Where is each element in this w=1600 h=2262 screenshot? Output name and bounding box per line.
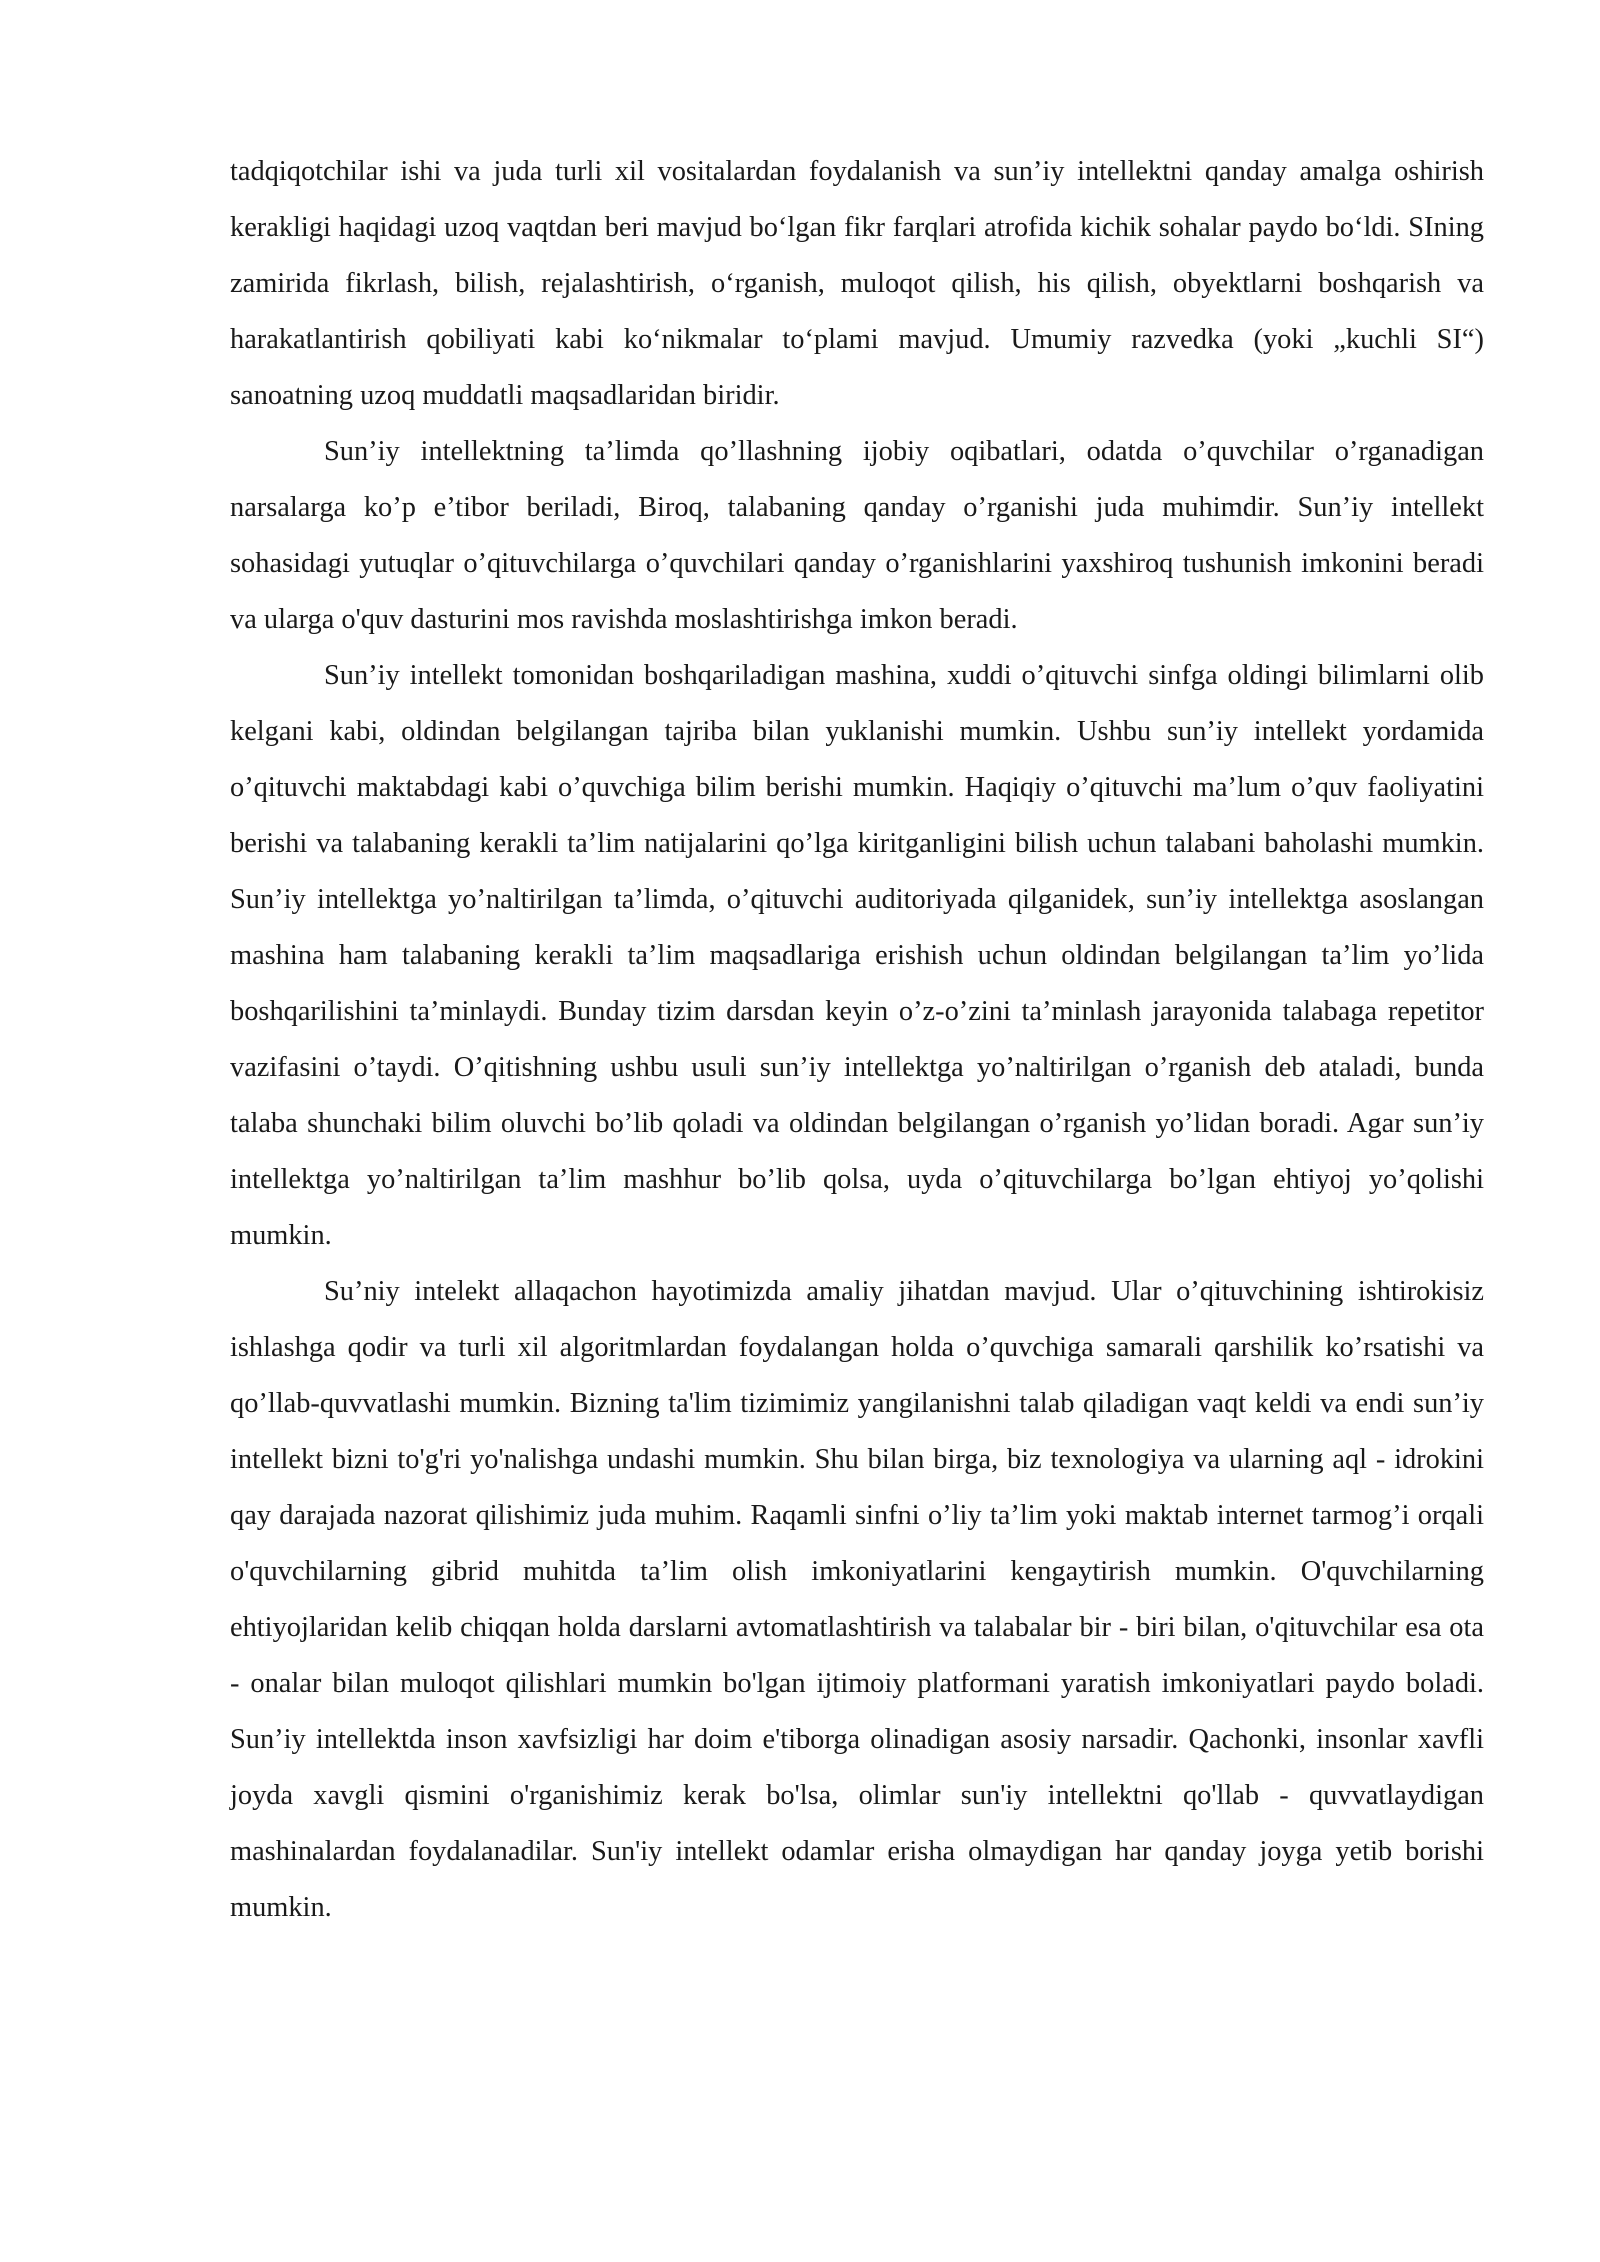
paragraph-continued: tadqiqotchilar ishi va juda turli xil vositalardan foydalanish va sun’iy intellektni qanday amalga oshirish kerakligi haqidagi uzoq vaqtdan beri mavjud bo‘lgan fikr farqlari atrofida kichik sohalar paydo bo‘ldi. SIning zamirida fikrlash, bilish, rejalashtirish, o‘rganish, muloqot qilish, his qilish, obyektlarni boshqarish va harakatlantirish qobiliyati kabi ko‘nikmalar to‘plami mavjud. Umumiy razvedka (yoki „kuchli SI“) sanoatning uzoq muddatli maqsadlaridan biridir.	[230, 156, 1484, 411]
paragraph: Sun’iy intellekt tomonidan boshqariladigan mashina, xuddi o’qituvchi sinfga oldingi bilimlarni olib kelgani kabi, oldindan belgilangan tajriba bilan yuklanishi mumkin. Ushbu sun’iy intellekt yordamida o’qituvchi maktabdagi kabi o’quvchiga bilim berishi mumkin. Haqiqiy o’qituvchi ma’lum o’quv faoliyatini berishi va talabaning kerakli ta’lim natijalarini qo’lga kiritganligini bilish uchun talabani baholashi mumkin. Sun’iy intellektga yo’naltirilgan ta’limda, o’qituvchi auditoriyada qilganidek, sun’iy intellektga asoslangan mashina ham talabaning kerakli ta’lim maqsadlariga erishish uchun oldindan belgilangan ta’lim yo’lida boshqarilishini ta’minlaydi. Bunday tizim darsdan keyin o’z-o’zini ta’minlash jarayonida talabaga repetitor vazifasini o’taydi. O’qitishning ushbu usuli sun’iy intellektga yo’naltirilgan o’rganish deb ataladi, bunda talaba shunchaki bilim oluvchi bo’lib qoladi va oldindan belgilangan o’rganish yo’lidan boradi. Agar sun’iy intellektga yo’naltirilgan ta’lim mashhur bo’lib qolsa, uyda o’qituvchilarga bo’lgan ehtiyoj yo’qolishi mumkin.	[230, 660, 1484, 1251]
paragraph: Sun’iy intellektning ta’limda qo’llashning ijobiy oqibatlari, odatda o’quvchilar o’rganadigan narsalarga ko’p e’tibor beriladi, Biroq, talabaning qanday o’rganishi juda muhimdir. Sun’iy intellekt sohasidagi yutuqlar o’qituvchilarga o’quvchilari qanday o’rganishlarini yaxshiroq tushunish imkonini beradi va ularga o'quv dasturini mos ravishda moslashtirishga imkon beradi.	[230, 436, 1484, 635]
document-body	[230, 144, 1484, 1936]
paragraph: Su’niy intelekt allaqachon hayotimizda amaliy jihatdan mavjud. Ular o’qituvchining ishtirokisiz ishlashga qodir va turli xil algoritmlardan foydalangan holda o’quvchiga samarali qarshilik ko’rsatishi va qo’llab-quvvatlashi mumkin. Bizning ta'lim tizimimiz yangilanishni talab qiladigan vaqt keldi va endi sun’iy intellekt bizni to'g'ri yo'nalishga undashi mumkin. Shu bilan birga, biz texnologiya va ularning aql - idrokini qay darajada nazorat qilishimiz juda muhim. Raqamli sinfni o’liy ta’lim yoki maktab internet tarmog’i orqali o'quvchilarning gibrid muhitda ta’lim olish imkoniyatlarini kengaytirish mumkin. O'quvchilarning ehtiyojlaridan kelib chiqqan holda darslarni avtomatlashtirish va talabalar bir - biri bilan, o'qituvchilar esa ota - onalar bilan muloqot qilishlari mumkin bo'lgan ijtimoiy platformani yaratish imkoniyatlari paydo boladi. Sun’iy intellektda inson xavfsizligi har doim e'tiborga olinadigan asosiy narsadir. Qachonki, insonlar xavfli joyda xavgli qismini o'rganishimiz kerak bo'lsa, olimlar sun'iy intellektni qo'llab - quvvatlaydigan mashinalardan foydalanadilar. Sun'iy intellekt odamlar erisha olmaydigan har qanday joyga yetib borishi mumkin.	[230, 1276, 1484, 1923]
